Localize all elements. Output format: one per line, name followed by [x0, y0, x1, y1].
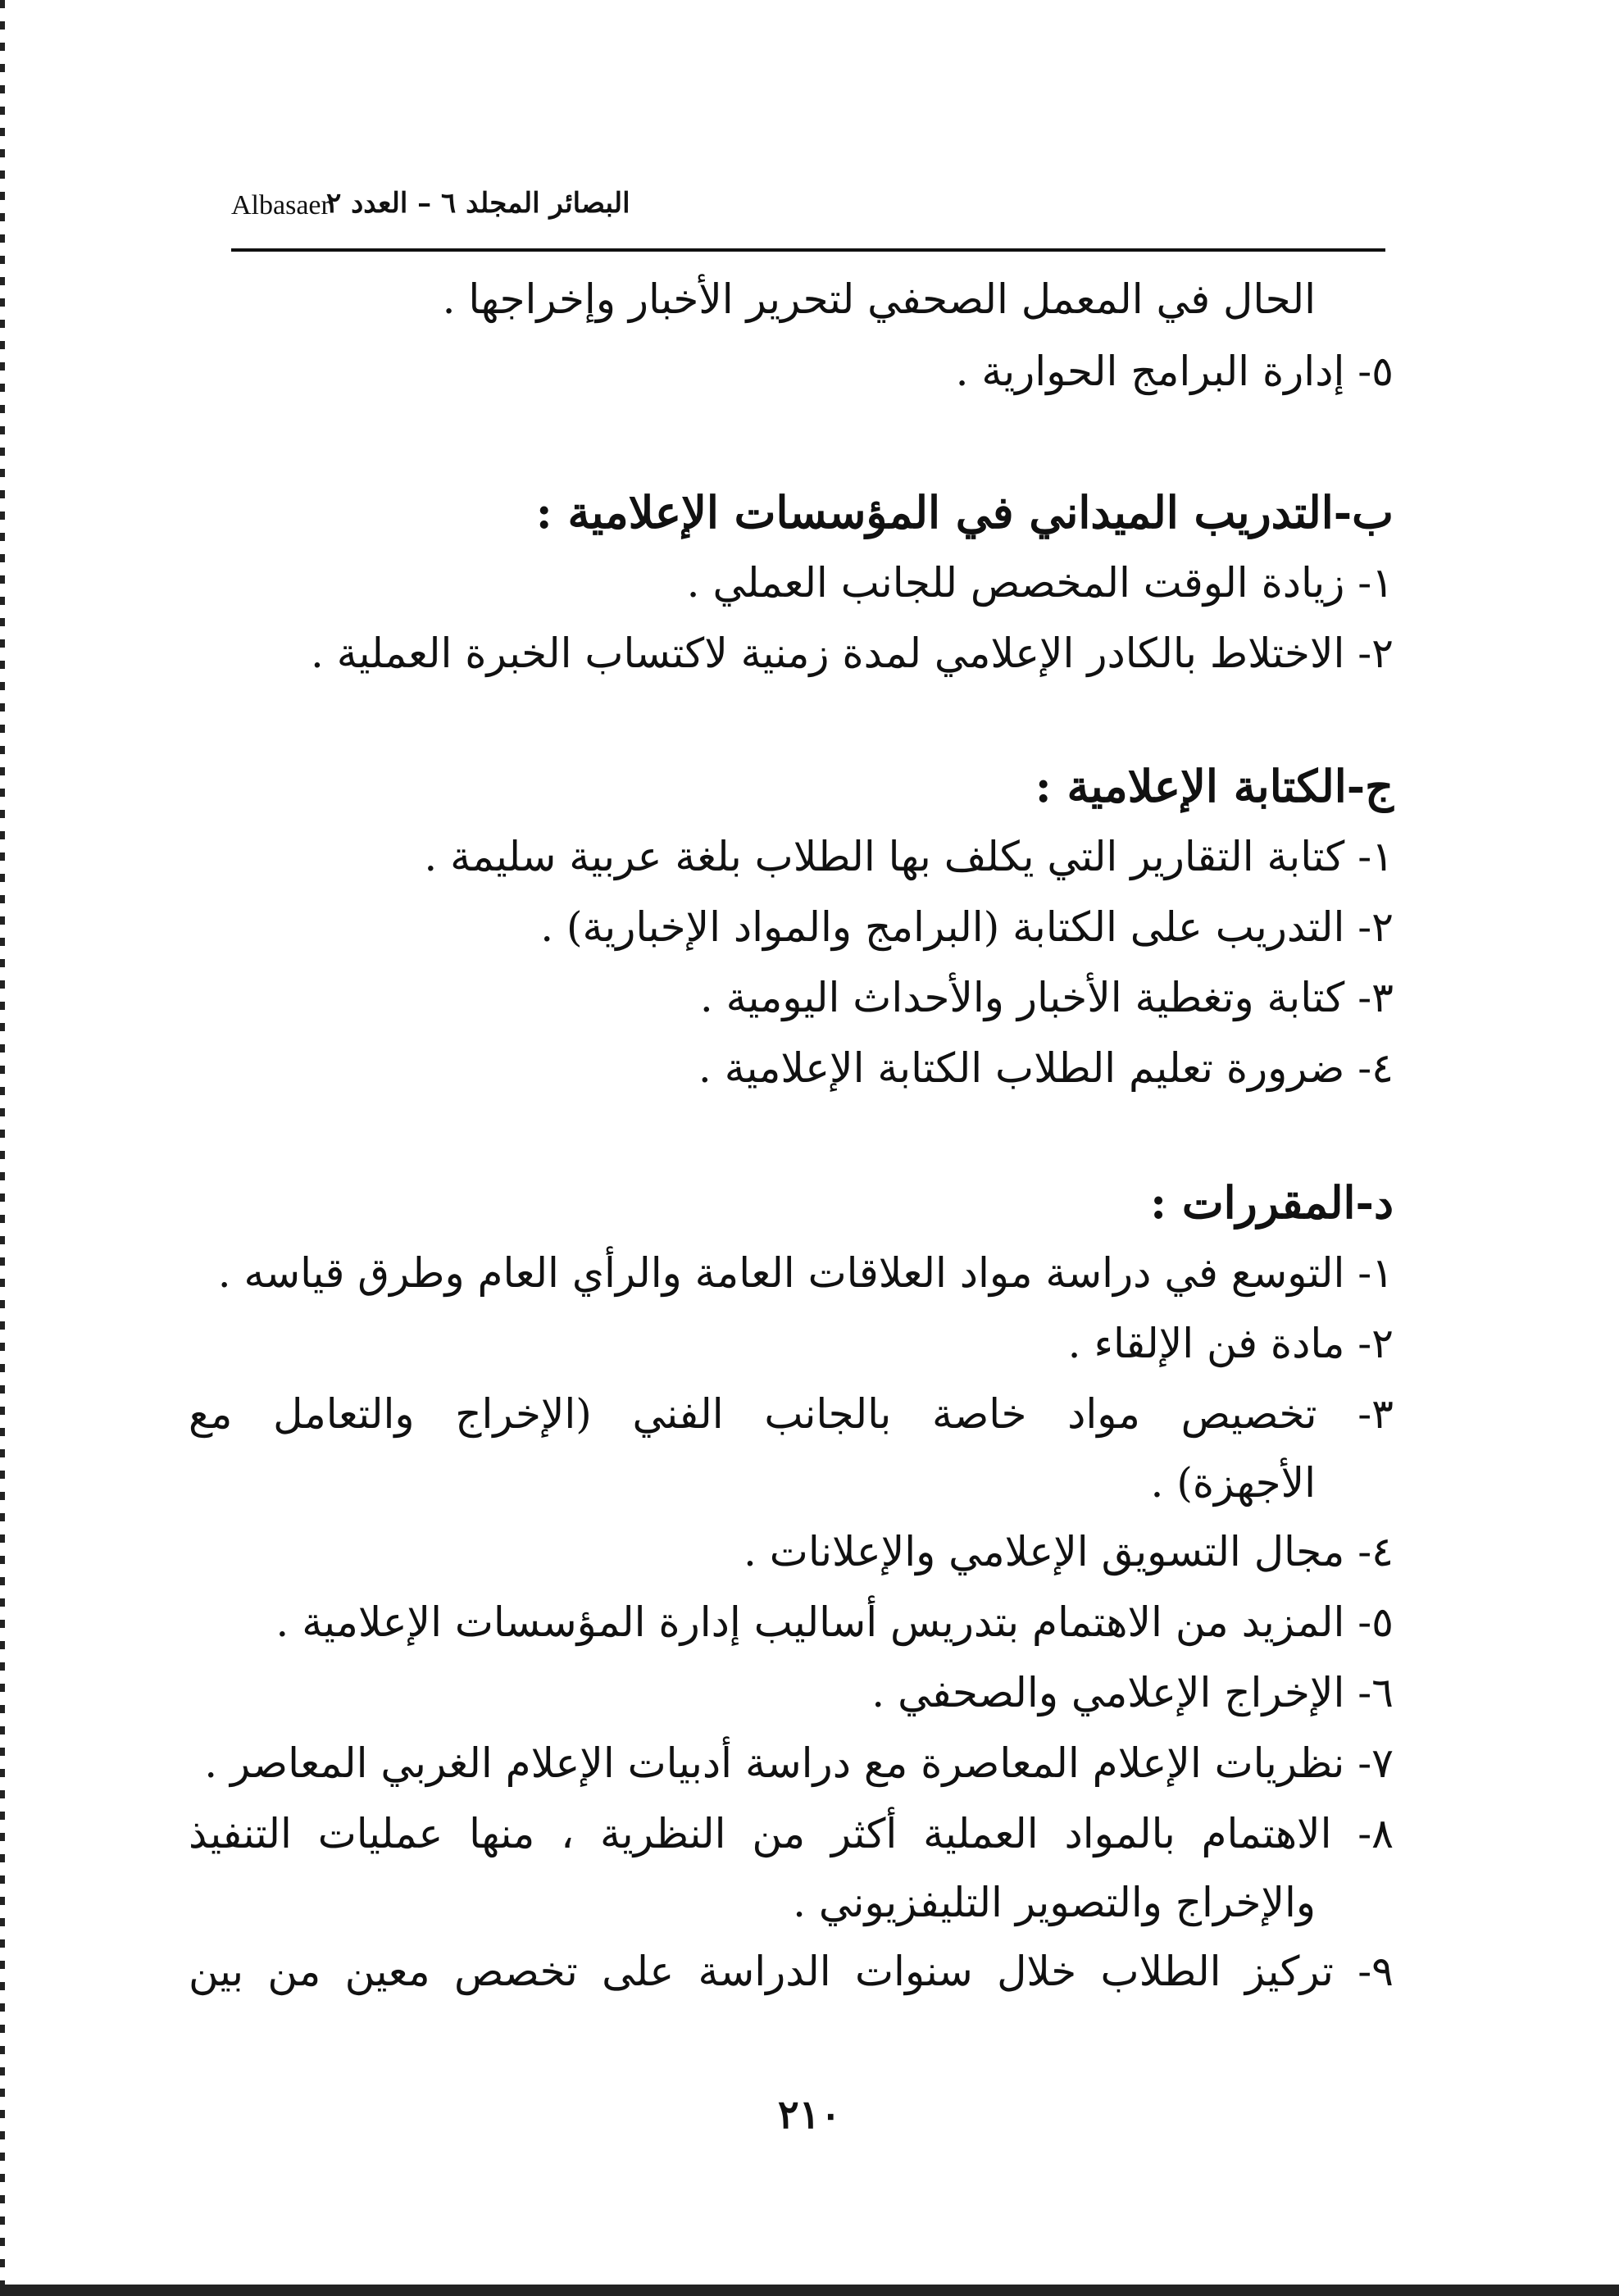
list-item-continuation: والإخراج والتصوير التليفزيوني .	[793, 1879, 1316, 1926]
running-header	[231, 187, 1385, 236]
list-item: ٥- إدارة البرامج الحوارية .	[955, 348, 1394, 395]
list-item: ٩- تركيز الطلاب خلال سنوات الدراسة على تخصص معين من بين	[189, 1948, 1394, 1995]
scan-bottom-edge	[0, 2285, 1619, 2296]
scan-left-edge	[0, 0, 5, 2296]
list-item: ٢- الاختلاط بالكادر الإعلامي لمدة زمنية لاكتساب الخبرة العملية .	[310, 630, 1394, 677]
list-item: ١- زيادة الوقت المخصص للجانب العملي .	[686, 559, 1394, 607]
list-item: ١- كتابة التقارير التي يكلف بها الطلاب بلغة عربية سليمة .	[424, 833, 1394, 880]
text-line: الحال في المعمل الصحفي لتحرير الأخبار وإخراجها .	[442, 275, 1316, 323]
section-heading: ب-التدريب الميداني في المؤسسات الإعلامية :	[535, 486, 1394, 539]
list-item: ٤- ضرورة تعليم الطلاب الكتابة الإعلامية .	[698, 1044, 1394, 1092]
header-rule	[231, 248, 1385, 252]
list-item: ٢- مادة فن الإلقاء .	[1067, 1320, 1394, 1367]
list-item: ٣- تخصيص مواد خاصة بالجانب الفني (الإخراج والتعامل مع	[189, 1390, 1394, 1438]
list-item: ٢- التدريب على الكتابة (البرامج والمواد الإخبارية) .	[540, 903, 1394, 951]
list-item: ٤- مجال التسويق الإعلامي والإعلانات .	[744, 1528, 1394, 1575]
section-heading: د-المقررات :	[1150, 1176, 1394, 1229]
list-item: ٣- كتابة وتغطية الأخبار والأحداث اليومية .	[699, 974, 1394, 1021]
list-item: ٨- الاهتمام بالمواد العملية أكثر من النظرية ، منها عمليات التنفيذ	[189, 1810, 1394, 1857]
journal-name-en: Albasaer	[231, 190, 330, 221]
list-item: ٧- نظريات الإعلام المعاصرة مع دراسة أدبيات الإعلام الغربي المعاصر .	[204, 1739, 1394, 1787]
list-item: ١- التوسع في دراسة مواد العلاقات العامة والرأي العام وطرق قياسه .	[217, 1249, 1394, 1297]
list-item: ٦- الإخراج الإعلامي والصحفي .	[871, 1669, 1394, 1716]
list-item: ٥- المزيد من الاهتمام بتدريس أساليب إدارة المؤسسات الإعلامية .	[275, 1598, 1394, 1646]
journal-name-ar: البصائر المجلد ٦ – العدد ٢	[326, 187, 630, 220]
section-heading: ج-الكتابة الإعلامية :	[1035, 760, 1394, 812]
list-item-continuation: الأجهزة) .	[1150, 1459, 1316, 1507]
page-number: ٢١٠	[777, 2092, 842, 2138]
